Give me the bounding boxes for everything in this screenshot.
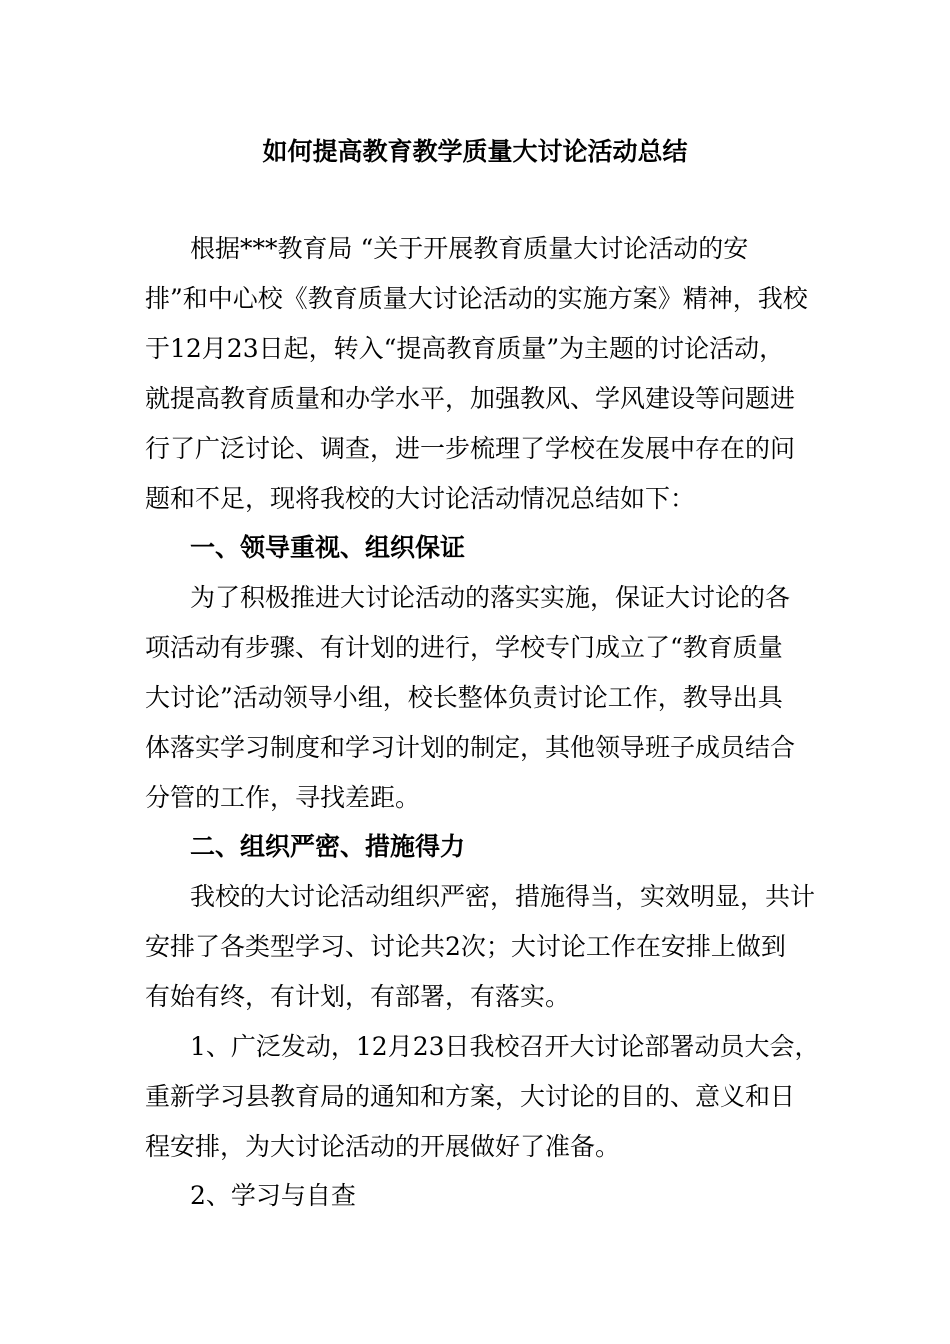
paragraph-line: 排”和中心校《教育质量大讨论活动的实施方案》精神，我校 [145, 284, 808, 313]
paragraph-line: 安排了各类型学习、讨论共2次；大讨论工作在安排上做到 [145, 932, 786, 961]
paragraph-line: 重新学习县教育局的通知和方案，大讨论的目的、意义和日 [145, 1082, 796, 1111]
paragraph-line: 题和不足，现将我校的大讨论活动情况总结如下： [145, 484, 696, 513]
paragraph-line: 项活动有步骤、有计划的进行，学校专门成立了“教育质量 [145, 633, 783, 662]
paragraph-line: 为了积极推进大讨论活动的落实实施，保证大讨论的各 [190, 583, 791, 612]
paragraph-line: 大讨论”活动领导小组，校长整体负责讨论工作，教导出具 [145, 683, 783, 712]
paragraph-line: 程安排，为大讨论活动的开展做好了准备。 [145, 1132, 621, 1161]
paragraph-line: 于12月23日起，转入“提高教育质量”为主题的讨论活动， [145, 334, 785, 363]
paragraph-line: 就提高教育质量和办学水平，加强教风、学风建设等问题进 [145, 384, 796, 413]
paragraph-line: 1、广泛发动，12月23日我校召开大讨论部署动员大会， [190, 1032, 820, 1061]
paragraph-line: 有始有终，有计划，有部署，有落实。 [145, 982, 571, 1011]
paragraph-line: 行了广泛讨论、调查，进一步梳理了学校在发展中存在的问 [145, 434, 796, 463]
paragraph-line: 分管的工作，寻找差距。 [145, 783, 421, 812]
paragraph-line: 体落实学习制度和学习计划的制定，其他领导班子成员结合 [145, 733, 796, 762]
paragraph-line: 我校的大讨论活动组织严密，措施得当，实效明显，共计 [190, 882, 816, 911]
section-heading: 一、领导重视、组织保证 [190, 533, 466, 562]
paragraph-line: 根据***教育局 “关于开展教育质量大讨论活动的安 [190, 234, 749, 263]
paragraph-line: 2、学习与自查 [190, 1181, 356, 1210]
document-title: 如何提高教育教学质量大讨论活动总结 [262, 137, 688, 166]
section-heading: 二、组织严密、措施得力 [190, 832, 466, 861]
